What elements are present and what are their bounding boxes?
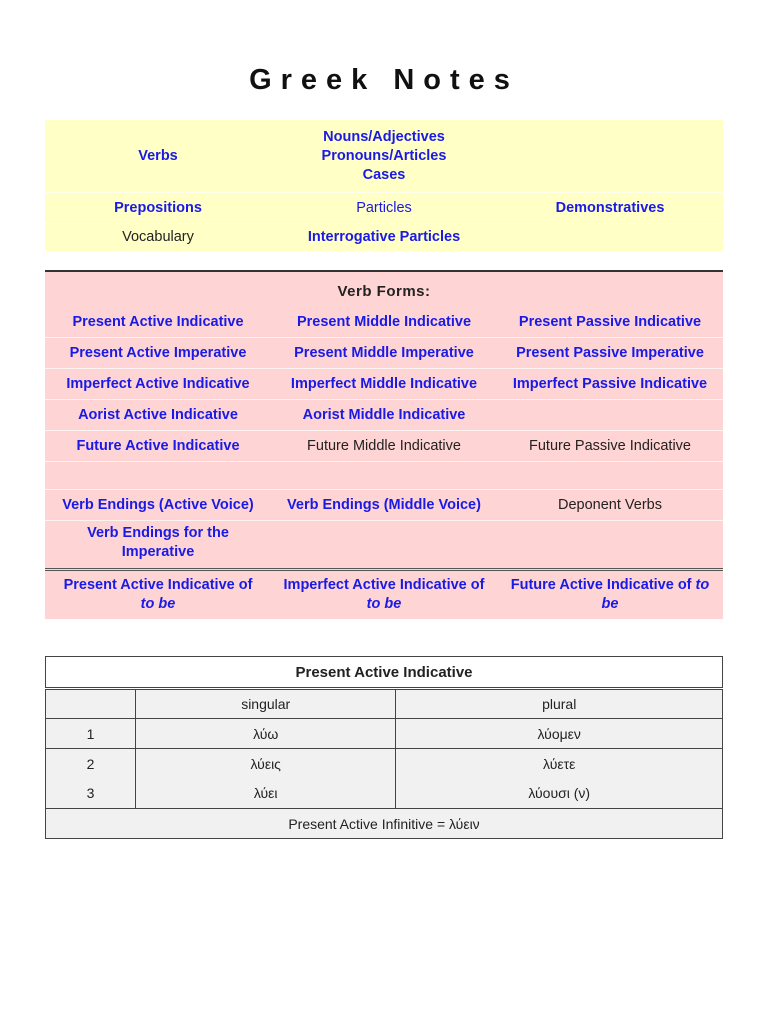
main-navigation-panel bbox=[45, 120, 723, 251]
verb-form-cell bbox=[497, 338, 723, 368]
infinitive-row bbox=[46, 809, 723, 839]
verb-form-cell bbox=[45, 369, 271, 399]
plural-cell: λύομεν bbox=[396, 719, 723, 749]
imperfect-active-indicative-link[interactable]: Imperfect Active Indicative bbox=[66, 375, 250, 392]
verb-form-cell bbox=[271, 369, 497, 399]
singular-cell: λύεις bbox=[136, 749, 396, 779]
verb-forms-heading: Verb Forms: bbox=[337, 282, 431, 300]
singular-cell: λύει bbox=[136, 779, 396, 809]
demonstratives-link[interactable]: Demonstratives bbox=[555, 199, 665, 216]
endings-cell bbox=[45, 490, 271, 520]
present-passive-imperative-link[interactable]: Present Passive Imperative bbox=[516, 344, 704, 361]
page-title: Greek Notes bbox=[249, 64, 519, 96]
present-active-indicative-link[interactable]: Present Active Indicative bbox=[72, 313, 244, 330]
plural-cell: λύετε bbox=[396, 749, 723, 779]
nouns-adjectives-link[interactable]: Nouns/Adjectives bbox=[323, 128, 445, 145]
tobe-present-line2: to be bbox=[140, 596, 176, 612]
tobe-imperfect-line1: Imperfect Active Indicative of bbox=[283, 577, 485, 593]
present-active-indicative-to-be-link[interactable] bbox=[64, 576, 253, 614]
future-middle-indicative-text: Future Middle Indicative bbox=[307, 437, 461, 454]
verb-form-cell bbox=[271, 338, 497, 368]
tobe-imperfect-line2: to be bbox=[366, 596, 402, 612]
prepositions-cell bbox=[45, 193, 271, 223]
present-active-indicative-table bbox=[45, 656, 723, 839]
verb-form-cell bbox=[497, 307, 723, 337]
table-row bbox=[46, 719, 723, 749]
demonstratives-cell bbox=[497, 193, 723, 223]
table-row bbox=[46, 779, 723, 809]
table-header-row bbox=[46, 689, 723, 719]
imperative-line1: Verb Endings for the bbox=[87, 525, 229, 541]
tobe-present-line1: Present Active Indicative of bbox=[63, 577, 253, 593]
present-active-imperative-link[interactable]: Present Active Imperative bbox=[69, 344, 247, 361]
singular-header: singular bbox=[136, 689, 396, 719]
verb-forms-heading-cell bbox=[45, 276, 723, 306]
particles-link[interactable]: Particles bbox=[356, 199, 412, 216]
particles-cell bbox=[271, 193, 497, 223]
future-passive-indicative-text: Future Passive Indicative bbox=[529, 437, 691, 454]
verb-form-cell bbox=[45, 431, 271, 461]
person-cell: 3 bbox=[46, 779, 136, 809]
verbs-cell bbox=[45, 120, 271, 192]
table-row bbox=[46, 749, 723, 779]
verb-form-cell bbox=[497, 431, 723, 461]
divider bbox=[45, 461, 723, 462]
imperfect-passive-indicative-link[interactable]: Imperfect Passive Indicative bbox=[512, 375, 708, 392]
interrogative-particles-link[interactable]: Interrogative Particles bbox=[307, 229, 461, 245]
verb-endings-active-link[interactable]: Verb Endings (Active Voice) bbox=[62, 496, 254, 513]
imperative-endings-cell bbox=[45, 521, 271, 565]
prepositions-link[interactable]: Prepositions bbox=[114, 199, 202, 216]
tobe-future-line1: Future Active Indicative of bbox=[510, 577, 692, 593]
table-caption: Present Active Indicative bbox=[46, 657, 723, 689]
verbs-link[interactable]: Verbs bbox=[138, 147, 178, 164]
double-divider bbox=[45, 568, 723, 571]
future-active-indicative-to-be-link[interactable] bbox=[511, 576, 709, 614]
verb-endings-middle-link[interactable]: Verb Endings (Middle Voice) bbox=[287, 496, 481, 513]
present-middle-imperative-link[interactable]: Present Middle Imperative bbox=[294, 344, 474, 361]
tobe-cell bbox=[497, 572, 723, 618]
verb-form-cell bbox=[271, 307, 497, 337]
vocabulary-text: Vocabulary bbox=[122, 229, 194, 245]
present-middle-indicative-link[interactable]: Present Middle Indicative bbox=[296, 313, 472, 330]
plural-cell: λύουσι (ν) bbox=[396, 779, 723, 809]
imperative-line2: Imperative bbox=[121, 544, 195, 560]
verb-form-cell bbox=[45, 400, 271, 430]
future-active-indicative-link[interactable]: Future Active Indicative bbox=[76, 437, 240, 454]
present-passive-indicative-link[interactable]: Present Passive Indicative bbox=[518, 313, 702, 330]
deponent-cell bbox=[497, 490, 723, 520]
singular-cell: λύω bbox=[136, 719, 396, 749]
deponent-verbs-text: Deponent Verbs bbox=[558, 496, 662, 513]
verb-forms-panel bbox=[45, 270, 723, 619]
imperfect-active-indicative-to-be-link[interactable] bbox=[284, 576, 485, 614]
aorist-active-indicative-link[interactable]: Aorist Active Indicative bbox=[78, 406, 238, 423]
tobe-cell bbox=[45, 572, 271, 618]
person-cell: 1 bbox=[46, 719, 136, 749]
verb-form-cell bbox=[497, 369, 723, 399]
aorist-middle-indicative-link[interactable]: Aorist Middle Indicative bbox=[302, 406, 466, 423]
tobe-future-be: be bbox=[601, 596, 619, 612]
infinitive-cell: Present Active Infinitive = λύειν bbox=[46, 809, 723, 839]
cases-link[interactable]: Cases bbox=[362, 166, 406, 183]
pronouns-articles-link[interactable]: Pronouns/Articles bbox=[321, 147, 447, 164]
imperfect-middle-indicative-link[interactable]: Imperfect Middle Indicative bbox=[290, 375, 478, 392]
vocabulary-cell bbox=[45, 224, 271, 251]
plural-header: plural bbox=[396, 689, 723, 719]
verb-endings-imperative-link[interactable] bbox=[87, 524, 229, 562]
interrogative-cell bbox=[271, 224, 497, 251]
verb-form-cell bbox=[45, 338, 271, 368]
endings-cell bbox=[271, 490, 497, 520]
tobe-future-to: to bbox=[695, 577, 710, 593]
verb-form-cell bbox=[271, 431, 497, 461]
person-header bbox=[46, 689, 136, 719]
verb-form-cell bbox=[45, 307, 271, 337]
verb-form-cell bbox=[271, 400, 497, 430]
person-cell: 2 bbox=[46, 749, 136, 779]
nouns-cell bbox=[271, 120, 497, 192]
tobe-cell bbox=[271, 572, 497, 618]
